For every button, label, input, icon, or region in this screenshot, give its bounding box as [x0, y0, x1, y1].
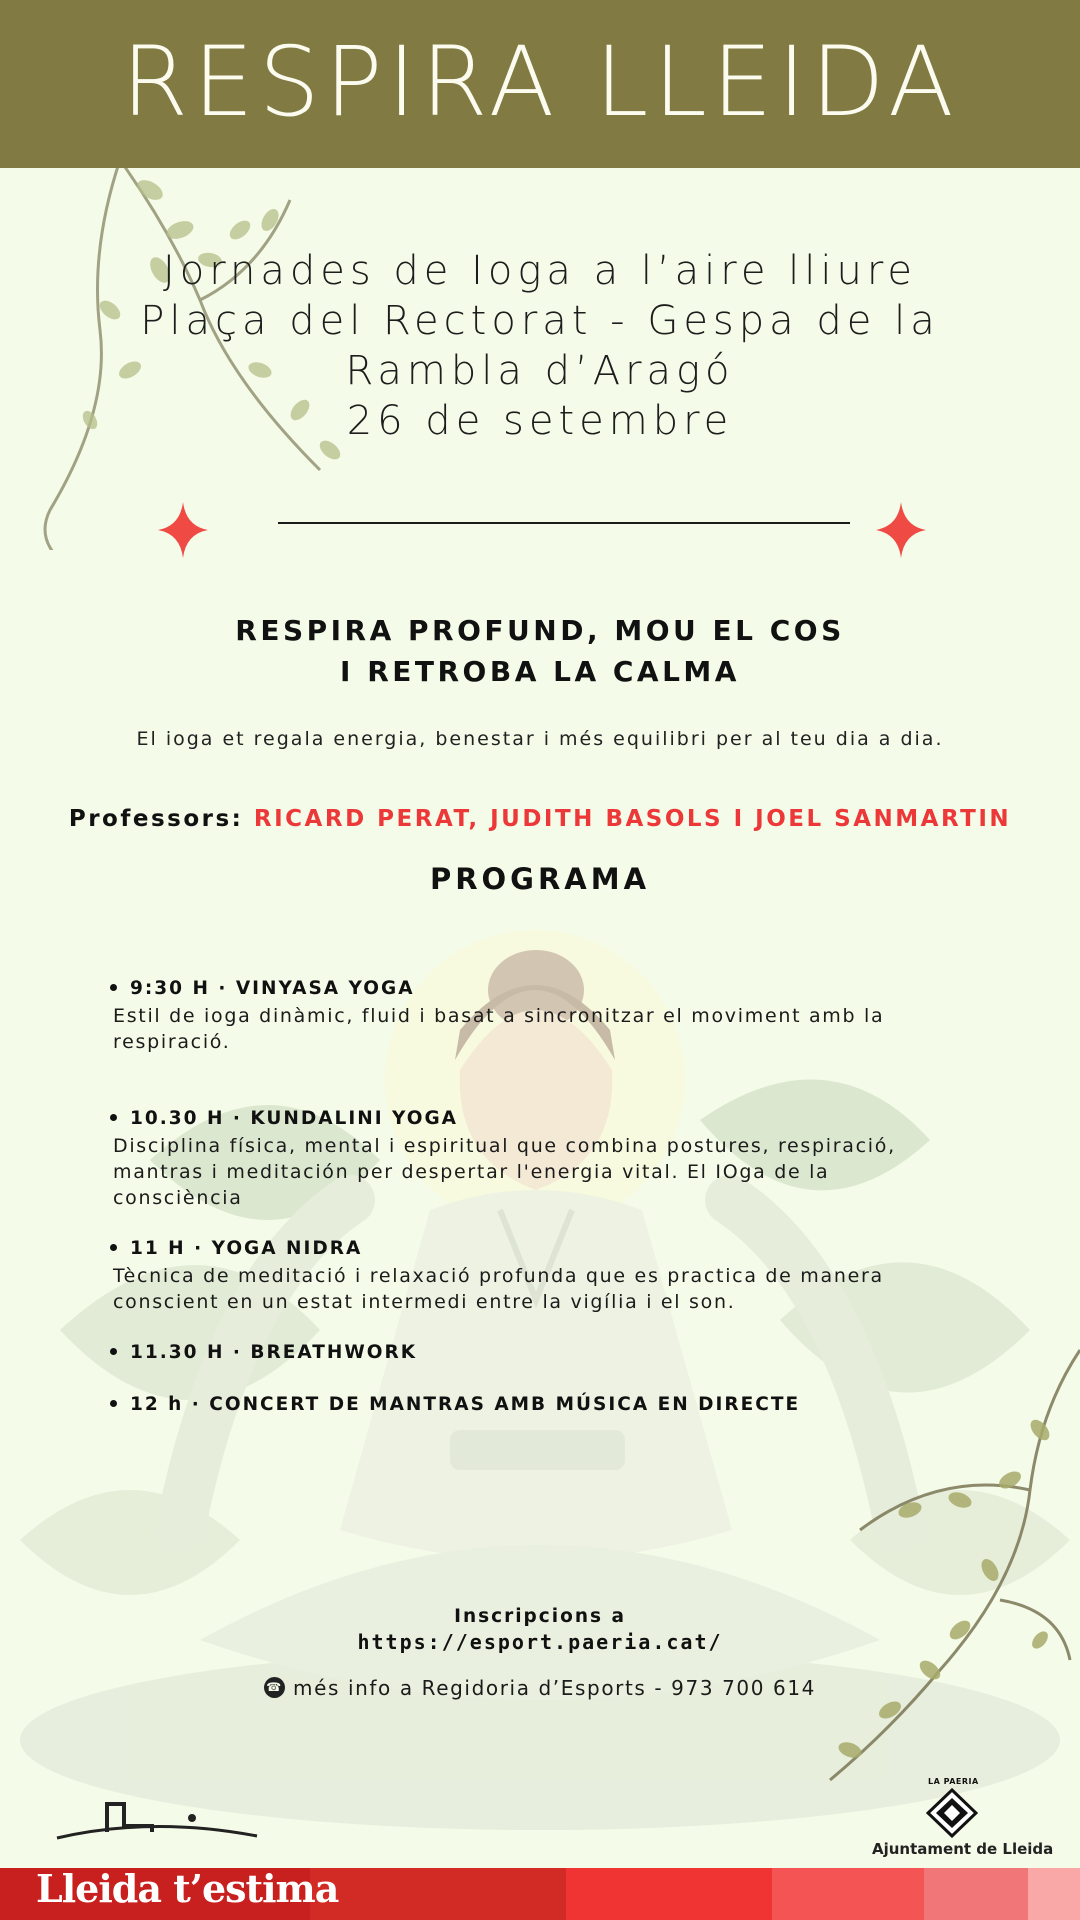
teachers-names: RICARD PERAT, JUDITH BASOLS I JOEL SANMARTIN — [253, 806, 1012, 832]
signup-label: Inscripcions a — [454, 1606, 626, 1627]
sparkle-icon — [158, 502, 208, 558]
skyline-logo-icon — [52, 1796, 262, 1844]
ajuntament-label: Ajuntament de Lleida — [872, 1840, 1054, 1858]
paeria-shield-icon — [926, 1788, 978, 1838]
event-location-line1: Plaça del Rectorat - Gespa de la — [140, 298, 940, 344]
program-item-desc: Estil de ioga dinàmic, fluid i basat a sincronitzar el moviment amb la — [113, 1005, 885, 1027]
phone-icon: ☎ — [264, 1677, 285, 1698]
signup-url[interactable]: https://esport.paeria.cat/ — [357, 1630, 723, 1654]
event-title: Jornades de Ioga a l’aire lliure — [162, 248, 918, 294]
info-line — [40, 1676, 1040, 1700]
tagline — [40, 610, 1040, 692]
program-item-desc: Tècnica de meditació i relaxació profunda que es practica de manera — [113, 1265, 884, 1287]
teachers-line — [40, 806, 1040, 832]
intro-text: El ioga et regala energia, benestar i més equilibri per al teu dia a dia. — [136, 728, 944, 750]
program-item-desc: mantras i meditación per despertar l'energia vital. El IOga de la — [113, 1161, 830, 1183]
program-item-title: 10.30 H · KUNDALINI YOGA — [110, 1108, 458, 1129]
programa-title: PROGRAMA — [429, 862, 651, 896]
main-title: RESPIRA LLEIDA — [121, 26, 959, 138]
program-item-title: 12 h · CONCERT DE MANTRAS AMB MÚSICA EN DIRECTE — [110, 1394, 800, 1415]
tagline-line1: RESPIRA PROFUND, MOU EL COS — [235, 614, 845, 647]
footer-brand: Lleida t’estima — [36, 1866, 339, 1911]
teachers-label: Professors: — [68, 806, 244, 832]
program-item-title: 11.30 H · BREATHWORK — [110, 1342, 417, 1363]
tagline-line2: I RETROBA LA CALMA — [340, 655, 740, 688]
divider-line — [278, 522, 850, 524]
info-text: més info a Regidoria d’Esports - 973 700 614 — [292, 1676, 817, 1700]
program-item-title: 9:30 H · VINYASA YOGA — [110, 978, 415, 999]
program-item-desc: conscient en un estat intermedi entre la vigília i el son. — [113, 1291, 736, 1313]
paeria-label: LA PAERIA — [928, 1777, 979, 1786]
sparkle-icon — [876, 502, 926, 558]
event-location-line2: Rambla d’Aragó — [345, 348, 735, 394]
event-date: 26 de setembre — [346, 398, 734, 444]
program-item-title: 11 H · YOGA NIDRA — [110, 1238, 362, 1259]
program-item-desc: respiració. — [113, 1031, 231, 1053]
program-item-desc: consciència — [113, 1187, 243, 1209]
program-item-desc: Disciplina física, mental i espiritual que combina postures, respiració, — [113, 1135, 896, 1157]
